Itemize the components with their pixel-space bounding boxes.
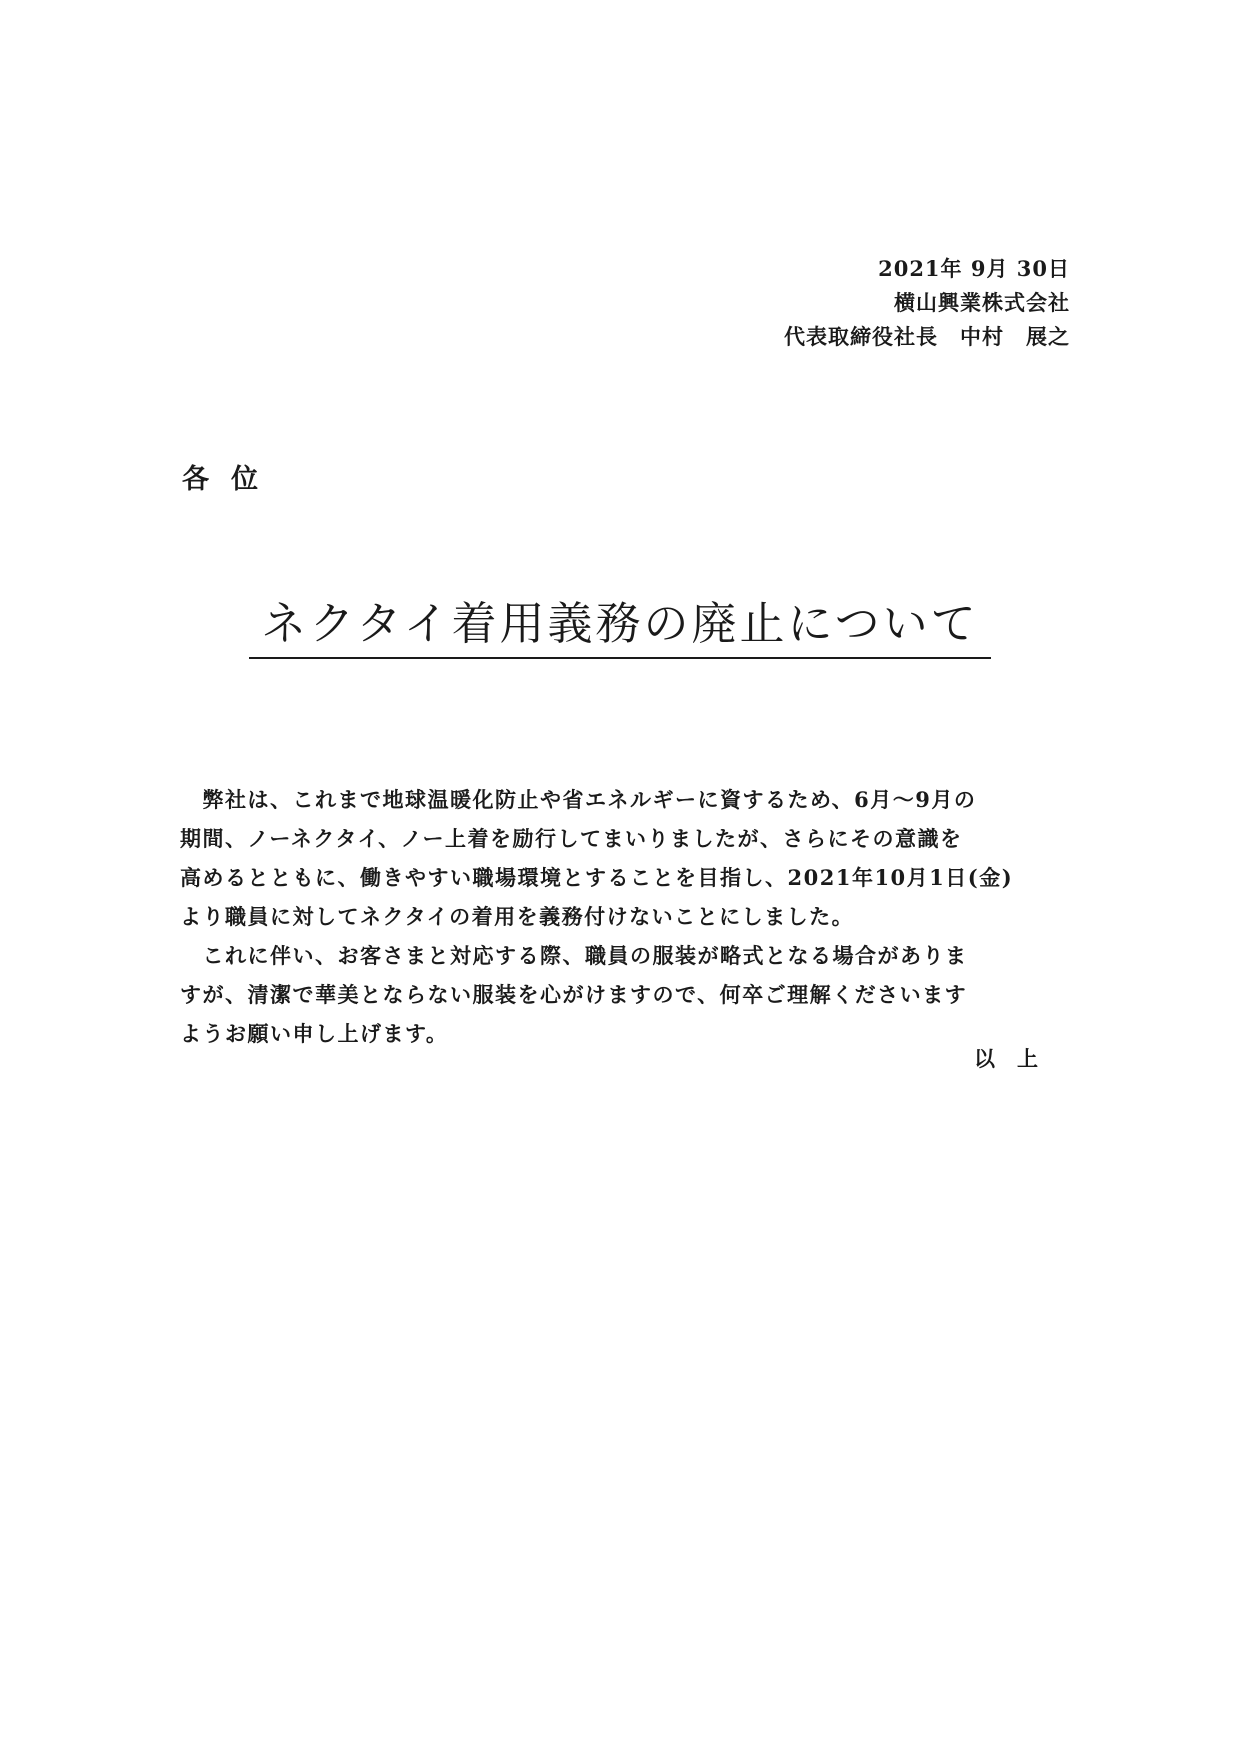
sender-block	[784, 252, 1070, 354]
document-title: ネクタイ着用義務の廃止について	[249, 593, 990, 659]
paragraph-line: すが、清潔で華美とならない服装を心がけますので、何卒ご理解くださいます	[180, 982, 968, 1007]
paragraph-line: 期間、ノーネクタイ、ノー上着を励行してまいりましたが、さらにその意識を	[180, 826, 963, 851]
paragraph-line: ようお願い申し上げます。	[180, 1021, 449, 1046]
paragraph-line: 高めるとともに、働きやすい職場環境とすることを目指し、2021年10月1日(金)	[180, 865, 1014, 890]
closing-mark: 以上	[974, 1046, 1060, 1071]
paragraph-2	[180, 936, 1060, 1053]
representative-name: 代表取締役社長 中村 展之	[784, 324, 1070, 349]
paragraph-line: より職員に対してネクタイの着用を義務付けないことにしました。	[180, 904, 855, 929]
paragraph-line: 弊社は、これまで地球温暖化防止や省エネルギーに資するため、6月～9月の	[180, 787, 977, 812]
paragraph-1	[180, 780, 1060, 936]
company-name: 横山興業株式会社	[894, 290, 1070, 315]
addressee: 各位	[182, 464, 280, 495]
body-text	[180, 780, 1060, 1053]
paragraph-line: これに伴い、お客さまと対応する際、職員の服装が略式となる場合がありま	[180, 943, 968, 968]
document-date: 2021年 9月 30日	[878, 256, 1070, 281]
document-title-wrapper	[0, 593, 1240, 659]
